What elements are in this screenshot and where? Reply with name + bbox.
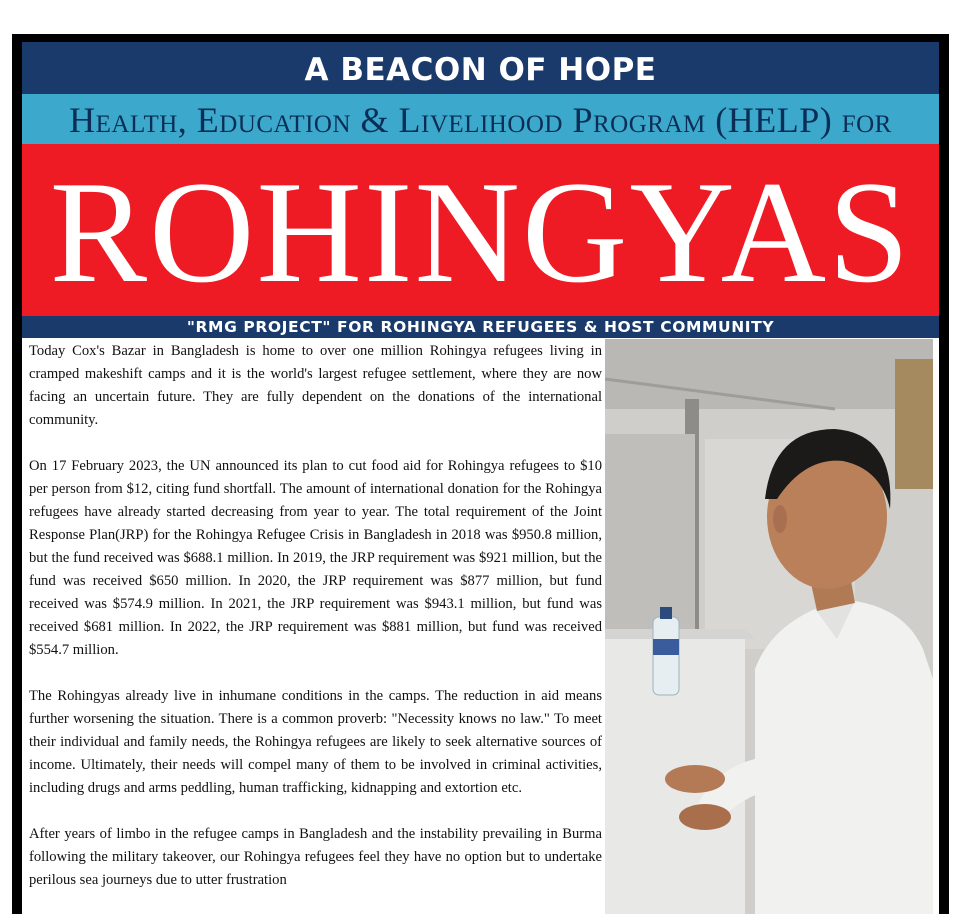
- title-banner: ROHINGYAS: [22, 144, 939, 316]
- poster-frame: [12, 34, 949, 914]
- paragraph-4: After years of limbo in the refugee camps in Bangladesh and the instability prevailing in Burma following the military takeover, our Rohingya refugees feel they have no option but to undertake perilous sea journeys due to utter frustration: [29, 826, 602, 888]
- man-photo: [605, 339, 933, 914]
- paragraph-3: The Rohingyas already live in inhumane conditions in the camps. The reduction in aid means further worsening the situation. There is a common proverb: "Necessity knows no law." To meet their individual and family needs, the Rohingya refugees are likely to seek alternative sources of income. Ultimately, their needs will compel many of them to be involved in criminal activities, including drugs and arms peddling, human trafficking, kidnapping and extortion etc.: [29, 688, 602, 796]
- tagline-banner: A BEACON OF HOPE: [22, 42, 939, 94]
- program-banner: Health, Education & Livelihood Program (HELP) for: [22, 94, 939, 144]
- article-body: [29, 340, 602, 914]
- paragraph-1: Today Cox's Bazar in Bangladesh is home to over one million Rohingya refugees living in cramped makeshift camps and it is the world's largest refugee settlement, where they are now facing an uncertain future. They are fully dependent on the donations of the international community.: [29, 343, 602, 428]
- poster: [22, 42, 939, 914]
- project-banner: "RMG PROJECT" FOR ROHINGYA REFUGEES & HOST COMMUNITY: [22, 316, 939, 338]
- photo-illustration: [605, 339, 933, 914]
- paragraph-2: On 17 February 2023, the UN announced its plan to cut food aid for Rohingya refugees to $10 per person from $12, citing fund shortfall. The amount of international donation for the Rohingya refugees have already started decreasing from year to year. The total requirement of the Joint Response Plan(JRP) for the Rohingya Refugee Crisis in Bangladesh in 2018 was $950.8 million, but the fund received was $688.1 million. In 2019, the JRP requirement was $921 million, but the fund was received $650 million. In 2020, the JRP requirement was $877 million, but fund received was $574.9 million. In 2021, the JRP requirement was $943.1 million, but fund was received $681 million. In 2022, the JRP requirement was $881 million, but fund was received $554.7 million.: [29, 458, 602, 658]
